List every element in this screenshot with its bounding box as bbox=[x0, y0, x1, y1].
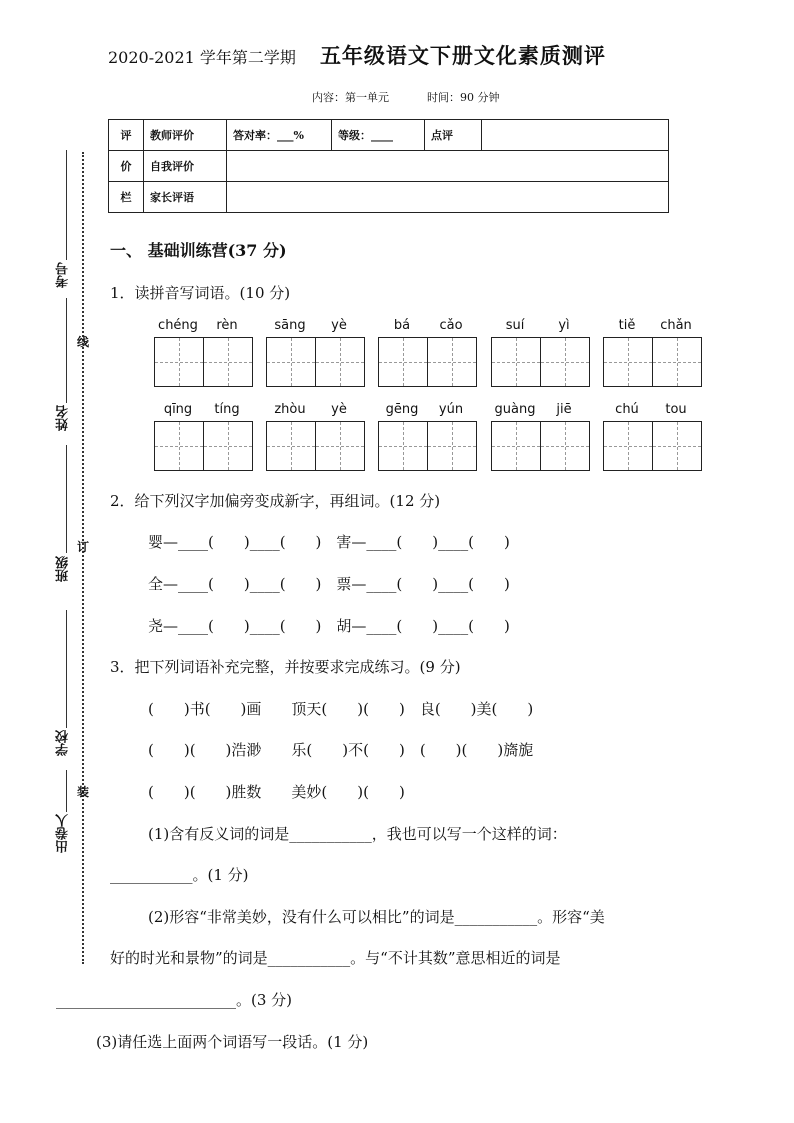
q3-part-1-line-2[interactable]: ___________。(1 分) bbox=[110, 866, 249, 884]
writing-cell[interactable] bbox=[267, 422, 315, 470]
writing-cell[interactable] bbox=[427, 422, 476, 470]
name-label: 姓名 bbox=[56, 405, 71, 431]
pinyin-label: yè bbox=[331, 402, 347, 417]
writing-grid[interactable] bbox=[603, 337, 702, 387]
self-eval-label: 自我评价 bbox=[144, 151, 227, 182]
pinyin-label: yún bbox=[438, 402, 464, 417]
author-line bbox=[66, 770, 67, 812]
pinyin-label: cǎo bbox=[439, 318, 463, 333]
section-title: 一、 基础训练营(37 分) bbox=[110, 241, 287, 260]
q3-row-2[interactable]: ( )( )浩渺 乐( )不( ) ( )( )旖旎 bbox=[148, 741, 534, 759]
q3-part-1-line-1[interactable]: (1)含有反义词的词是___________，我也可以写一个这样的词： bbox=[148, 825, 567, 843]
pinyin-label: chéng bbox=[158, 318, 198, 333]
pinyin-label: jiē bbox=[556, 402, 572, 417]
writing-cell[interactable] bbox=[652, 422, 701, 470]
teacher-eval-label: 教师评价 bbox=[144, 120, 227, 151]
binding-line bbox=[82, 152, 84, 964]
exam-number-label: 考号 bbox=[56, 262, 71, 288]
writing-cell[interactable] bbox=[492, 338, 540, 386]
grade-field[interactable]: 等级：____ bbox=[332, 120, 425, 151]
exam-content: 内容：第一单元 bbox=[312, 91, 389, 104]
school-label: 学校 bbox=[56, 730, 71, 756]
q3-part-3[interactable]: (3)请任选上面两个词语写一段话。(1 分) bbox=[96, 1033, 369, 1051]
writing-cell[interactable] bbox=[155, 338, 203, 386]
question-2-title: 2．给下列汉字加偏旁变成新字，再组词。(12 分) bbox=[110, 492, 441, 510]
pinyin-label: zhòu bbox=[274, 402, 306, 417]
writing-grid[interactable] bbox=[154, 421, 253, 471]
exam-time: 时间：90 分钟 bbox=[427, 91, 500, 104]
page-title bbox=[108, 40, 708, 70]
evaluation-table bbox=[108, 119, 669, 213]
writing-cell[interactable] bbox=[652, 338, 701, 386]
question-3-title: 3．把下列词语补充完整，并按要求完成练习。(9 分) bbox=[110, 658, 461, 676]
name-line bbox=[66, 298, 67, 403]
pinyin-label: bá bbox=[393, 318, 411, 333]
accuracy-field[interactable]: 答对率：___% bbox=[227, 120, 332, 151]
q2-row-3[interactable]: 尧—____( )____( ) 胡—____( )____( ) bbox=[148, 617, 510, 635]
year-term: 2020-2021 学年第二学期 bbox=[108, 48, 296, 67]
parent-comment-field[interactable] bbox=[227, 182, 669, 213]
writing-cell[interactable] bbox=[203, 338, 252, 386]
writing-grid[interactable] bbox=[266, 421, 365, 471]
pinyin-label: yì bbox=[558, 318, 570, 333]
writing-grid[interactable] bbox=[491, 337, 590, 387]
q3-part-2-line-3[interactable]: ________________________。(3 分) bbox=[56, 991, 293, 1009]
class-line bbox=[66, 445, 67, 553]
writing-cell[interactable] bbox=[155, 422, 203, 470]
question-1-title: 1．读拼音写词语。(10 分) bbox=[110, 284, 291, 302]
q3-part-2-line-1[interactable]: (2)形容“非常美妙，没有什么可以相比”的词是___________。形容“美 bbox=[148, 908, 605, 926]
cut-char-line: 线 bbox=[77, 335, 90, 349]
eval-side-2: 价 bbox=[109, 151, 144, 182]
pinyin-label: tou bbox=[665, 402, 687, 417]
writing-cell[interactable] bbox=[379, 422, 427, 470]
comment-label: 点评 bbox=[425, 120, 482, 151]
q3-part-2-line-2[interactable]: 好的时光和景物”的词是___________。与“不计其数”意思相近的词是 bbox=[110, 949, 561, 967]
pinyin-label: tíng bbox=[214, 402, 240, 417]
pinyin-label: guàng bbox=[494, 402, 536, 417]
pinyin-label: chú bbox=[615, 402, 639, 417]
q3-row-1[interactable]: ( )书( )画 顶天( )( ) 良( )美( ) bbox=[148, 700, 534, 718]
parent-comment-label: 家长评语 bbox=[144, 182, 227, 213]
exam-info bbox=[312, 89, 500, 105]
self-eval-field[interactable] bbox=[227, 151, 669, 182]
author-label: 出卷人 bbox=[56, 814, 71, 853]
pinyin-label: suí bbox=[505, 318, 525, 333]
school-line bbox=[66, 610, 67, 728]
writing-cell[interactable] bbox=[540, 338, 589, 386]
cut-char-bind: 订 bbox=[77, 540, 90, 554]
writing-cell[interactable] bbox=[604, 338, 652, 386]
pinyin-label: rèn bbox=[216, 318, 238, 333]
class-label: 班级 bbox=[56, 556, 71, 582]
writing-grid[interactable] bbox=[491, 421, 590, 471]
exam-number-line bbox=[66, 150, 67, 260]
q3-row-3[interactable]: ( )( )胜数 美妙( )( ) bbox=[148, 783, 405, 801]
writing-cell[interactable] bbox=[540, 422, 589, 470]
comment-field[interactable] bbox=[482, 120, 669, 151]
writing-cell[interactable] bbox=[604, 422, 652, 470]
pinyin-label: qīng bbox=[163, 402, 193, 417]
writing-cell[interactable] bbox=[267, 338, 315, 386]
writing-cell[interactable] bbox=[379, 338, 427, 386]
eval-side-3: 栏 bbox=[109, 182, 144, 213]
writing-cell[interactable] bbox=[203, 422, 252, 470]
cut-char-fold: 装 bbox=[77, 785, 90, 799]
writing-grid[interactable] bbox=[603, 421, 702, 471]
q2-row-1[interactable]: 婴—____( )____( ) 害—____( )____( ) bbox=[148, 533, 510, 551]
writing-grid[interactable] bbox=[378, 421, 477, 471]
writing-cell[interactable] bbox=[492, 422, 540, 470]
writing-grid[interactable] bbox=[378, 337, 477, 387]
pinyin-label: yè bbox=[331, 318, 347, 333]
pinyin-label: chǎn bbox=[660, 318, 692, 333]
pinyin-label: tiě bbox=[618, 318, 636, 333]
writing-grid[interactable] bbox=[266, 337, 365, 387]
q2-row-2[interactable]: 全—____( )____( ) 票—____( )____( ) bbox=[148, 575, 510, 593]
eval-side-1: 评 bbox=[109, 120, 144, 151]
writing-cell[interactable] bbox=[315, 338, 364, 386]
pinyin-label: sāng bbox=[274, 318, 306, 333]
exam-title: 五年级语文下册文化素质测评 bbox=[319, 43, 606, 68]
writing-grid[interactable] bbox=[154, 337, 253, 387]
writing-cell[interactable] bbox=[315, 422, 364, 470]
writing-cell[interactable] bbox=[427, 338, 476, 386]
pinyin-label: gēng bbox=[385, 402, 419, 417]
